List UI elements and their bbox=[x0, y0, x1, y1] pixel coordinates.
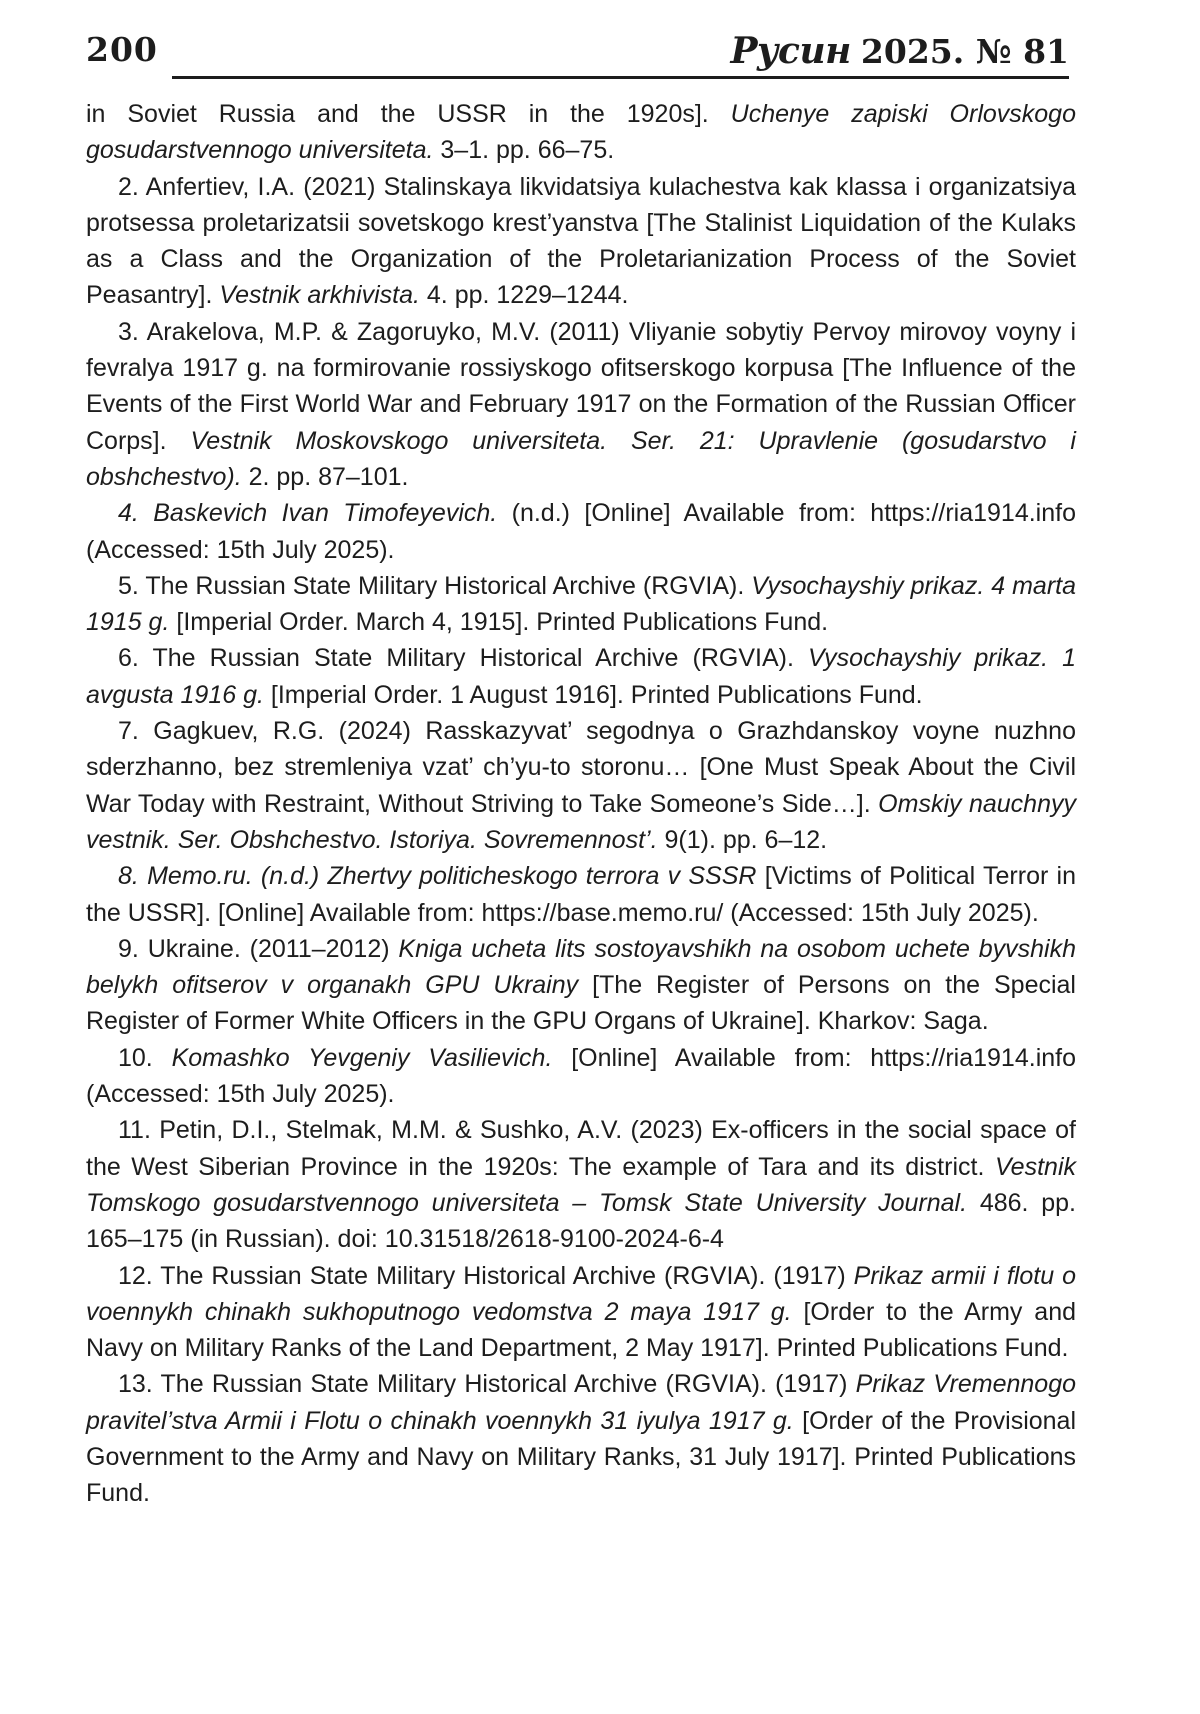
reference-text: 3–1. pp. 66–75. bbox=[433, 136, 615, 165]
reference-text: 10. bbox=[118, 1043, 172, 1072]
reference-italic-text: Prikaz Vremennogo pravitel’stva Armii i Flotu o chinakh voennykh 31 iyulya 1917 g. bbox=[86, 1370, 1076, 1435]
reference-text: [Order of the Provisional Government to the Army and Navy on Military Ranks, 31 July 1917]. Printed Publications Fund. bbox=[86, 1406, 1077, 1508]
journal-name: Русин bbox=[730, 30, 851, 72]
reference-italic-text: Vestnik Moskovskogo universiteta. Ser. 21: Upravlenie (gosudarstvo i obshchestvo). bbox=[86, 426, 1076, 491]
reference-text: 13. The Russian State Military Historical Archive (RGVIA). (1917) bbox=[118, 1370, 856, 1399]
reference-entry bbox=[86, 713, 1076, 858]
reference-text: 2. Anfertiev, I.A. (2021) Stalinskaya likvidatsiya kulachestva kak klassa i organizatsiya protsessa proletarizatsii sovetskogo krest’yanstva [The Stalinist Liquidation of the Kulaks as a Class and the Organization of the Proletarianization Process of the Soviet Peasantry]. bbox=[86, 172, 1076, 310]
reference-text: 12. The Russian State Military Historical Archive (RGVIA). (1917) bbox=[118, 1261, 854, 1290]
reference-text: [Online] Available from: https://ria1914.info (Accessed: 15th July 2025). bbox=[86, 1043, 1076, 1109]
reference-italic-text: Uchenye zapiski Orlovskogo gosudarstvennogo universiteta. bbox=[86, 100, 1076, 165]
reference-italic-text: Komashko Yevgeniy Vasilievich. bbox=[171, 1043, 553, 1072]
page-number: 200 bbox=[86, 30, 158, 69]
reference-text: 7. Gagkuev, R.G. (2024) Rasskazyvat’ segodnya o Grazhdanskoy voyne nuzhno sderzhanno, bez stremleniya vzat’ ch’yu-to storonu… [One Must Speak About the Civil War Today with Restraint, Without Striving to Take Someone’s Side…]. bbox=[86, 717, 1076, 818]
reference-italic-text: Vysochayshiy prikaz. 4 marta 1915 g. bbox=[86, 571, 1077, 637]
reference-entry bbox=[86, 1112, 1076, 1257]
reference-entry bbox=[86, 640, 1076, 713]
reference-text: 6. The Russian State Military Historical Archive (RGVIA). bbox=[118, 644, 808, 673]
reference-entry bbox=[86, 1040, 1076, 1113]
reference-text: [Order to the Army and Navy on Military Ranks of the Land Department, 2 May 1917]. Printed Publications Fund. bbox=[86, 1297, 1076, 1363]
reference-italic-text: Prikaz armii i flotu o voennykh chinakh sukhoputnogo vedomstva 2 maya 1917 g. bbox=[86, 1261, 1076, 1326]
reference-list bbox=[86, 96, 1076, 1512]
reference-entry bbox=[86, 1258, 1076, 1367]
journal-issue: 2025. № 81 bbox=[860, 32, 1069, 71]
reference-entry bbox=[86, 931, 1076, 1040]
reference-italic-text: Kniga ucheta lits sostoyavshikh na osobom uchete byvshikh belykh ofitserov v organakh GPU Ukrainy bbox=[86, 934, 1076, 1000]
reference-text: 9(1). pp. 6–12. bbox=[657, 825, 828, 854]
reference-entry bbox=[86, 858, 1076, 931]
reference-entry bbox=[86, 1366, 1076, 1511]
reference-text: in Soviet Russia and the USSR in the 1920s]. bbox=[86, 100, 731, 128]
reference-entry bbox=[86, 314, 1076, 495]
reference-text: 2. pp. 87–101. bbox=[241, 462, 409, 491]
page-header bbox=[86, 28, 1069, 80]
reference-text: 4. pp. 1229–1244. bbox=[419, 281, 629, 310]
reference-text: 3. Arakelova, M.P. & Zagoruyko, M.V. (2011) Vliyanie sobytiy Pervoy mirovoy voyny i fevralya 1917 g. na formirovanie rossiyskogo ofitserskogo korpusa [The Influence of the Events of the First World War and February 1917 on the Formation of the Russian Officer Corps]. bbox=[86, 317, 1076, 455]
reference-text: 486. pp. 165–175 (in Russian). doi: 10.31518/2618-9100-2024-6-4 bbox=[86, 1188, 1076, 1254]
reference-text: [The Register of Persons on the Special Register of Former White Officers in the GPU Organs of Ukraine]. Kharkov: Saga. bbox=[86, 971, 1076, 1036]
reference-entry bbox=[86, 495, 1076, 568]
reference-text: [Imperial Order. 1 August 1916]. Printed Publications Fund. bbox=[263, 680, 923, 709]
reference-text: 11. Petin, D.I., Stelmak, M.M. & Sushko, A.V. (2023) Ex-officers in the social space of the West Siberian Province in the 1920s: The example of Tara and its district. bbox=[86, 1116, 1076, 1181]
reference-italic-text: 8. Memo.ru. (n.d.) Zhertvy politicheskogo terrora v SSSR bbox=[118, 862, 757, 891]
reference-text: 5. The Russian State Military Historical Archive (RGVIA). bbox=[118, 571, 752, 600]
reference-entry bbox=[86, 96, 1076, 169]
journal-title bbox=[730, 30, 1069, 72]
reference-italic-text: Vestnik arkhivista. bbox=[219, 281, 420, 310]
reference-text: (n.d.) [Online] Available from: https://ria1914.info (Accessed: 15th July 2025). bbox=[86, 499, 1076, 564]
header-rule bbox=[172, 76, 1069, 79]
reference-text: 9. Ukraine. (2011–2012) bbox=[118, 934, 399, 963]
reference-italic-text: 4. Baskevich Ivan Timofeyevich. bbox=[118, 499, 498, 528]
reference-entry bbox=[86, 568, 1076, 641]
reference-italic-text: Vysochayshiy prikaz. 1 avgusta 1916 g. bbox=[86, 644, 1076, 709]
reference-text: [Victims of Political Terror in the USSR]. [Online] Available from: https://base.memo.ru/ (Accessed: 15th July 2025). bbox=[86, 862, 1077, 927]
reference-text: [Imperial Order. March 4, 1915]. Printed Publications Fund. bbox=[169, 608, 829, 637]
reference-entry bbox=[86, 169, 1076, 314]
reference-italic-text: Vestnik Tomskogo gosudarstvennogo universiteta – Tomsk State University Journal. bbox=[86, 1152, 1076, 1217]
reference-italic-text: Omskiy nauchnyy vestnik. Ser. Obshchestvo. Istoriya. Sovremennost’. bbox=[86, 789, 1076, 854]
